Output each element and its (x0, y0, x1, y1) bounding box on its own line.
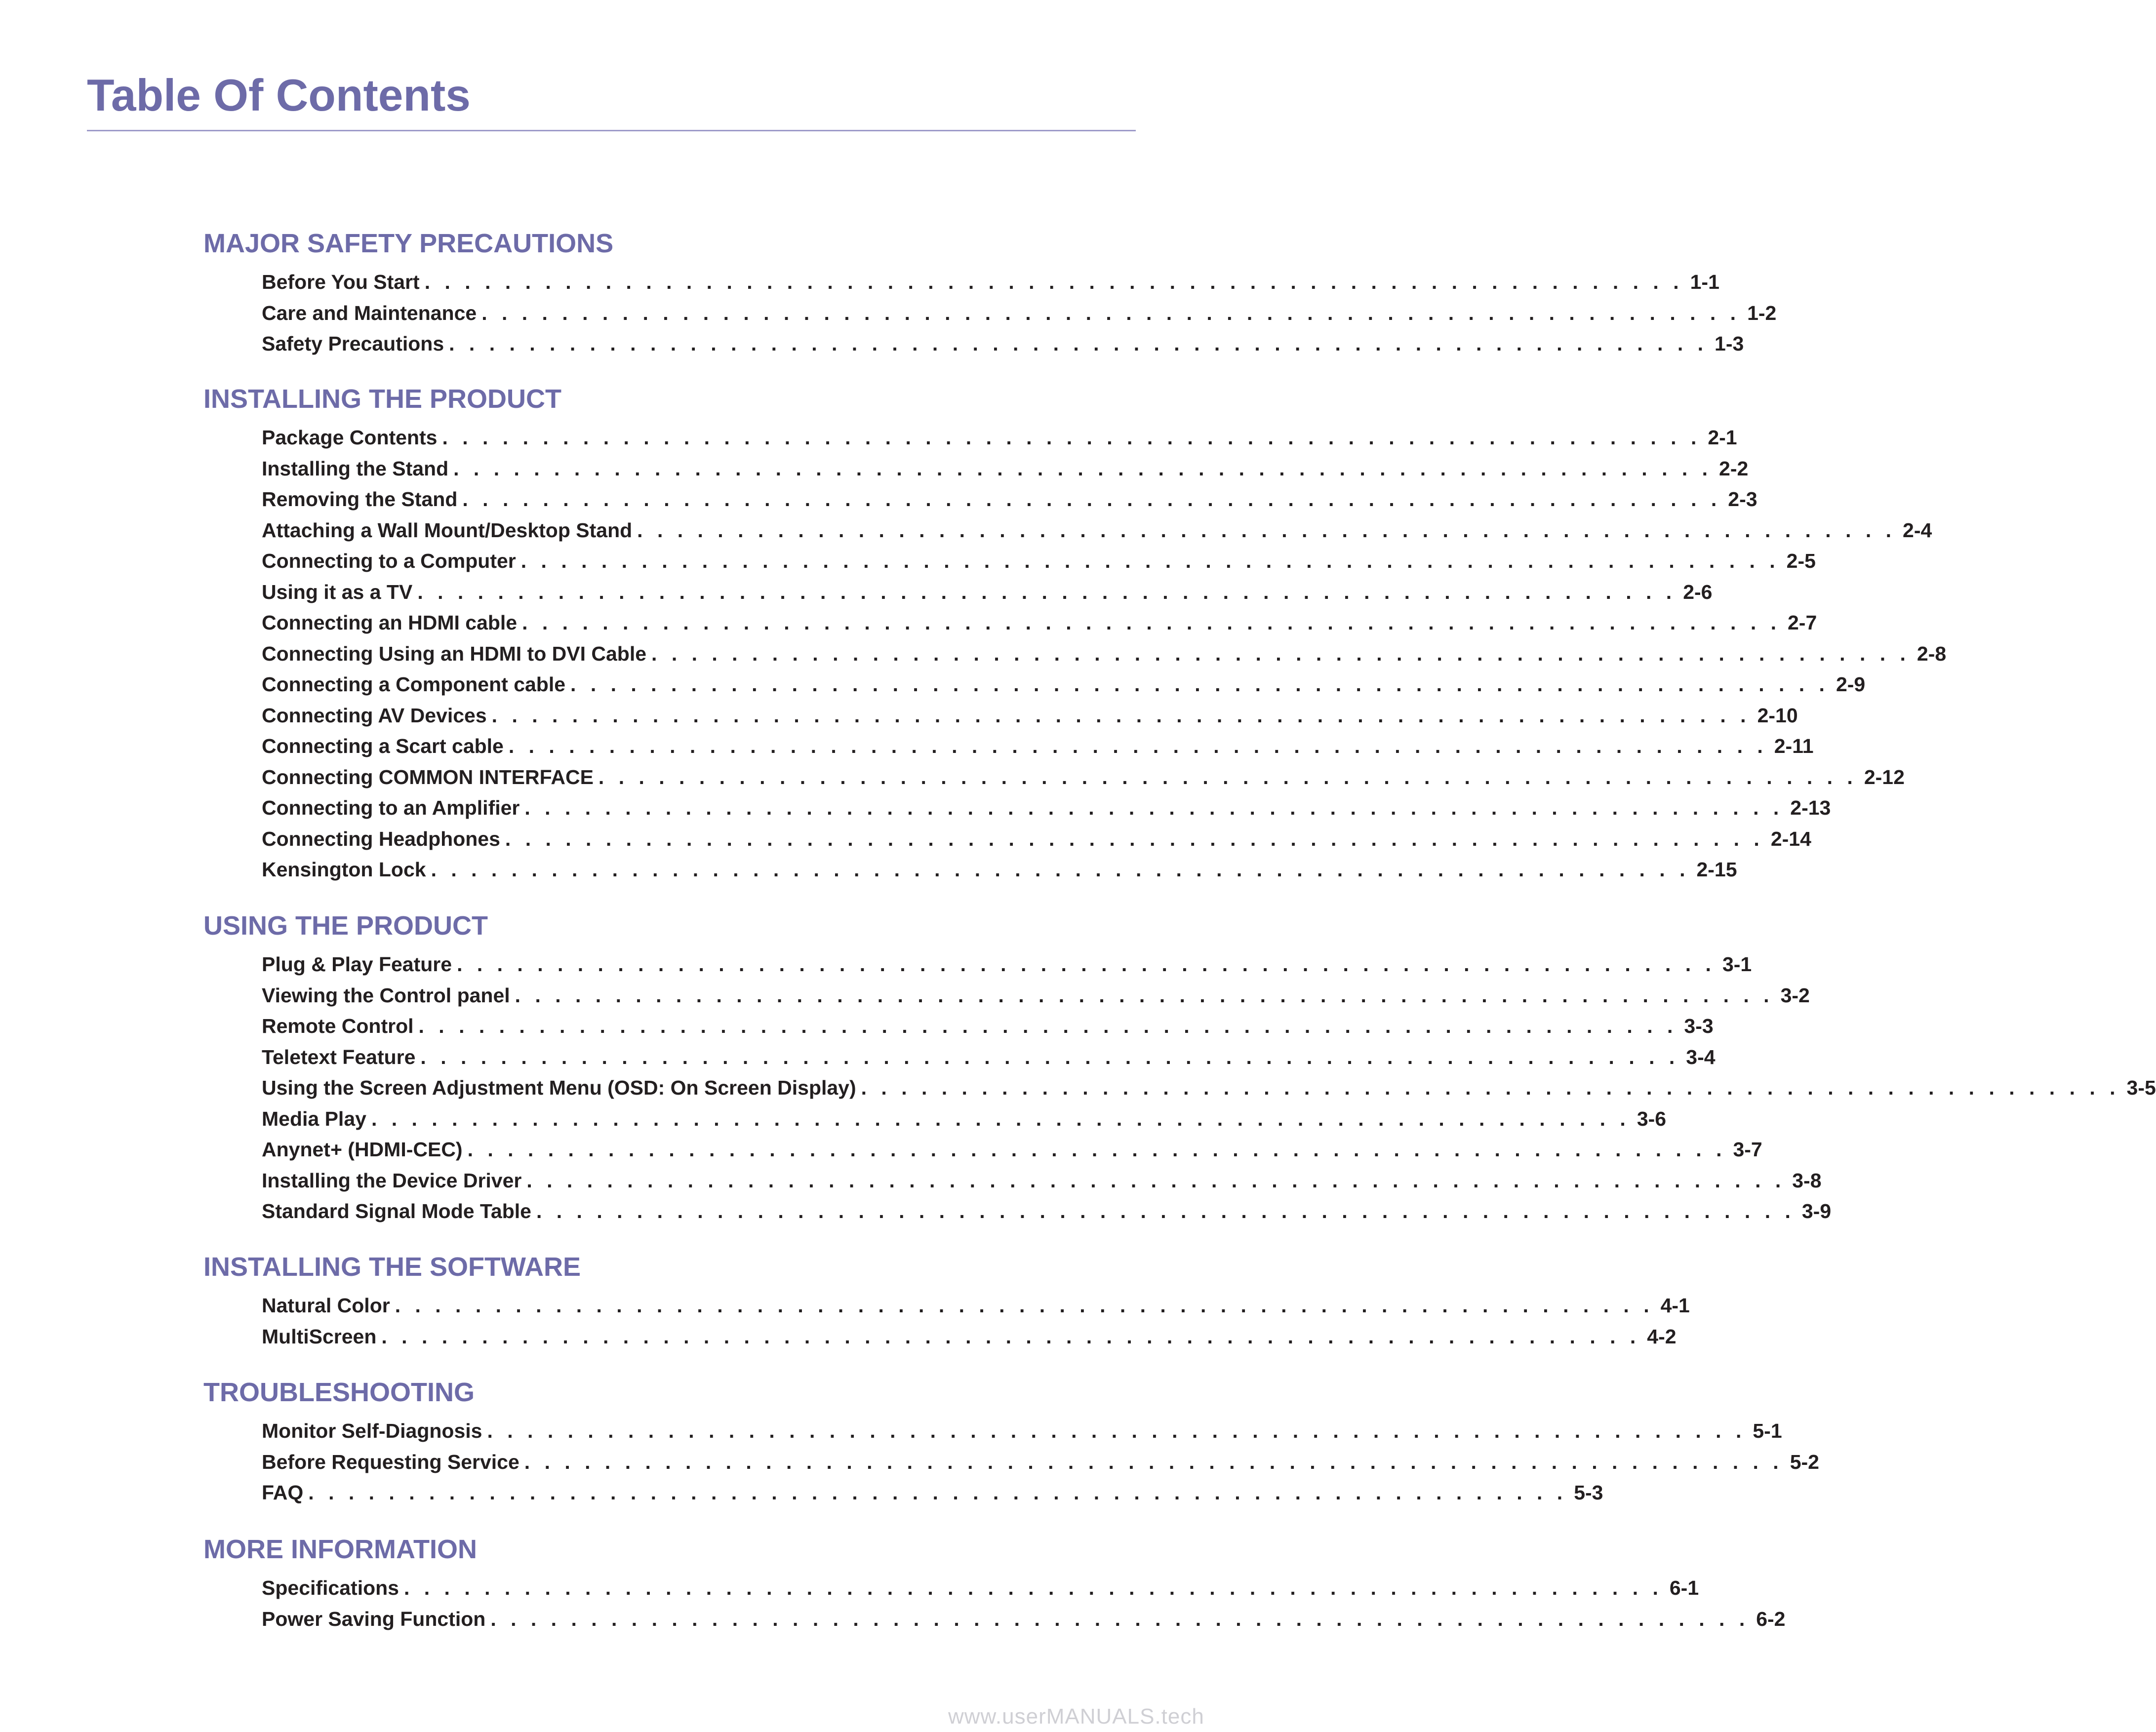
toc-entry[interactable] (262, 607, 1817, 638)
toc-entry-label: Specifications (262, 1576, 399, 1599)
dot-leader: . . . . . . . . . . . . . . . . . . . . . . . . . . . . . . . . . . . . . . . . . . . . . . . . . . . . . . . . . . . . . . . (526, 1169, 1786, 1192)
watermark: www.userMANUALS.tech (948, 1704, 1204, 1729)
toc-entry-page: 3-5 (2126, 1076, 2156, 1099)
dot-leader: . . . . . . . . . . . . . . . . . . . . . . . . . . . . . . . . . . . . . . . . . . . . . . . . . . . . . . . . . . . . . . . (381, 1325, 1640, 1348)
toc-entry-label: Using the Screen Adjustment Menu (OSD: On Screen Display) (262, 1076, 856, 1099)
dot-leader: . . . . . . . . . . . . . . . . . . . . . . . . . . . . . . . . . . . . . . . . . . . . . . . . . . . . . . . . . . . . . . . (508, 735, 1767, 757)
section-heading: MORE INFORMATION (203, 1535, 477, 1564)
toc-entry[interactable] (262, 267, 1719, 297)
dot-leader: . . . . . . . . . . . . . . . . . . . . . . . . . . . . . . . . . . . . . . . . . . . . . . . . . . . . . . . . . . . . . . . (457, 953, 1716, 976)
toc-entry-page: 2-8 (1916, 642, 1947, 665)
dot-leader: . . . . . . . . . . . . . . . . . . . . . . . . . . . . . . . . . . . . . . . . . . . . . . . . . . . . . . . . . . . . . . . (520, 550, 1780, 572)
toc-entry[interactable] (262, 731, 1814, 761)
toc-entry-page: 2-2 (1719, 457, 1749, 480)
toc-entry-page: 3-9 (1801, 1200, 1832, 1222)
toc-entry-label: Before Requesting Service (262, 1450, 519, 1473)
toc-entry-label: Safety Precautions (262, 332, 444, 355)
dot-leader: . . . . . . . . . . . . . . . . . . . . . . . . . . . . . . . . . . . . . . . . . . . . . . . . . . . . . . . . . . . . . . . (522, 611, 1781, 634)
dot-leader: . . . . . . . . . . . . . . . . . . . . . . . . . . . . . . . . . . . . . . . . . . . . . . . . . . . . . . . . . . . . . . . (308, 1481, 1567, 1504)
section-heading: TROUBLESHOOTING (203, 1378, 475, 1407)
toc-entry[interactable] (262, 1072, 2156, 1103)
dot-leader: . . . . . . . . . . . . . . . . . . . . . . . . . . . . . . . . . . . . . . . . . . . . . . . . . . . . . . . . . . . . . . . (651, 642, 1910, 665)
toc-entry[interactable] (262, 1477, 1603, 1508)
toc-entry-label: Teletext Feature (262, 1045, 416, 1068)
toc-entry-page: 1-3 (1715, 332, 1744, 355)
toc-entry-page: 2-15 (1696, 858, 1737, 881)
toc-entry[interactable] (262, 1011, 1714, 1041)
toc-entry-label: Monitor Self-Diagnosis (262, 1419, 482, 1442)
toc-entry-page: 2-14 (1770, 827, 1811, 850)
toc-entry-page: 2-6 (1683, 580, 1713, 603)
dot-leader: . . . . . . . . . . . . . . . . . . . . . . . . . . . . . . . . . . . . . . . . . . . . . . . . . . . . . . . . . . . . . . . (861, 1076, 2120, 1099)
toc-entry-page: 2-13 (1790, 796, 1831, 819)
toc-entry[interactable] (262, 1604, 1786, 1634)
dot-leader: . . . . . . . . . . . . . . . . . . . . . . . . . . . . . . . . . . . . . . . . . . . . . . . . . . . . . . . . . . . . . . . (395, 1294, 1654, 1317)
toc-entry[interactable] (262, 1573, 1699, 1603)
toc-entry-page: 4-2 (1647, 1325, 1677, 1348)
toc-entry-label: Connecting an HDMI cable (262, 611, 518, 634)
dot-leader: . . . . . . . . . . . . . . . . . . . . . . . . . . . . . . . . . . . . . . . . . . . . . . . . . . . . . . . . . . . . . . . (515, 984, 1774, 1007)
dot-leader: . . . . . . . . . . . . . . . . . . . . . . . . . . . . . . . . . . . . . . . . . . . . . . . . . . . . . . . . . . . . . . . (431, 858, 1690, 881)
toc-entry-label: Connecting Headphones (262, 827, 500, 850)
toc-entry-page: 2-4 (1903, 518, 1932, 542)
toc-entry[interactable] (262, 1042, 1716, 1072)
toc-entry[interactable] (262, 453, 1749, 484)
section-heading: INSTALLING THE PRODUCT (203, 384, 561, 414)
toc-entry-page: 1-1 (1690, 271, 1719, 293)
toc-entry-label: Before You Start (262, 271, 420, 293)
toc-entry-page: 3-1 (1722, 953, 1752, 976)
toc-entry-label: Connecting COMMON INTERFACE (262, 765, 594, 788)
toc-entry-page: 2-7 (1788, 611, 1817, 634)
toc-entry-page: 4-1 (1660, 1294, 1690, 1317)
toc-entry-label: Installing the Stand (262, 457, 449, 480)
toc-entry-label: FAQ (262, 1481, 304, 1504)
dot-leader: . . . . . . . . . . . . . . . . . . . . . . . . . . . . . . . . . . . . . . . . . . . . . . . . . . . . . . . . . . . . . . . (536, 1200, 1795, 1222)
toc-entry[interactable] (262, 515, 1932, 546)
toc-entry-page: 3-6 (1637, 1107, 1667, 1130)
dot-leader: . . . . . . . . . . . . . . . . . . . . . . . . . . . . . . . . . . . . . . . . . . . . . . . . . . . . . . . . . . . . . . . (481, 301, 1741, 324)
toc-entry[interactable] (262, 980, 1810, 1011)
toc-entry-label: Connecting a Scart cable (262, 735, 504, 757)
dot-leader: . . . . . . . . . . . . . . . . . . . . . . . . . . . . . . . . . . . . . . . . . . . . . . . . . . . . . . . . . . . . . . . (598, 765, 1857, 788)
section-heading: USING THE PRODUCT (203, 911, 488, 941)
toc-entry[interactable] (262, 484, 1757, 514)
section-heading: MAJOR SAFETY PRECAUTIONS (203, 229, 614, 258)
toc-entry-page: 2-3 (1728, 488, 1757, 511)
dot-leader: . . . . . . . . . . . . . . . . . . . . . . . . . . . . . . . . . . . . . . . . . . . . . . . . . . . . . . . . . . . . . . . (420, 1045, 1679, 1068)
dot-leader: . . . . . . . . . . . . . . . . . . . . . . . . . . . . . . . . . . . . . . . . . . . . . . . . . . . . . . . . . . . . . . . (637, 518, 1896, 542)
toc-entry-page: 2-11 (1774, 735, 1814, 757)
toc-entry-label: Removing the Stand (262, 488, 458, 511)
toc-entry[interactable] (262, 1196, 1832, 1226)
toc-entry-label: Using it as a TV (262, 580, 413, 603)
toc-entry-page: 5-1 (1753, 1419, 1782, 1442)
toc-entry-page: 5-2 (1790, 1450, 1819, 1473)
toc-entry[interactable] (262, 949, 1752, 980)
toc-entry-label: Connecting to a Computer (262, 550, 516, 572)
dot-leader: . . . . . . . . . . . . . . . . . . . . . . . . . . . . . . . . . . . . . . . . . . . . . . . . . . . . . . . . . . . . . . . (424, 271, 1683, 293)
dot-leader: . . . . . . . . . . . . . . . . . . . . . . . . . . . . . . . . . . . . . . . . . . . . . . . . . . . . . . . . . . . . . . . (570, 673, 1829, 696)
dot-leader: . . . . . . . . . . . . . . . . . . . . . . . . . . . . . . . . . . . . . . . . . . . . . . . . . . . . . . . . . . . . . . . (491, 704, 1751, 727)
toc-entry-label: Attaching a Wall Mount/Desktop Stand (262, 518, 633, 542)
dot-leader: . . . . . . . . . . . . . . . . . . . . . . . . . . . . . . . . . . . . . . . . . . . . . . . . . . . . . . . . . . . . . . . (490, 1607, 1750, 1630)
dot-leader: . . . . . . . . . . . . . . . . . . . . . . . . . . . . . . . . . . . . . . . . . . . . . . . . . . . . . . . . . . . . . . . (449, 332, 1708, 355)
toc-entry-label: Anynet+ (HDMI-CEC) (262, 1138, 463, 1161)
toc-entry[interactable] (262, 577, 1713, 607)
toc-entry-page: 2-9 (1836, 673, 1866, 696)
toc-entry-label: Connecting to an Amplifier (262, 796, 520, 819)
toc-entry-page: 3-8 (1792, 1169, 1822, 1192)
toc-entry[interactable] (262, 854, 1737, 885)
dot-leader: . . . . . . . . . . . . . . . . . . . . . . . . . . . . . . . . . . . . . . . . . . . . . . . . . . . . . . . . . . . . . . . (371, 1107, 1630, 1130)
toc-entry-page: 1-2 (1747, 301, 1777, 324)
dot-leader: . . . . . . . . . . . . . . . . . . . . . . . . . . . . . . . . . . . . . . . . . . . . . . . . . . . . . . . . . . . . . . . (505, 827, 1764, 850)
toc-entry[interactable] (262, 1290, 1690, 1321)
toc-entry-label: Viewing the Control panel (262, 984, 510, 1007)
toc-entry[interactable] (262, 792, 1831, 823)
toc-entry-page: 2-1 (1708, 426, 1737, 449)
toc-entry-page: 5-3 (1574, 1481, 1603, 1504)
toc-entry-page: 3-7 (1733, 1138, 1762, 1161)
toc-entry-page: 2-10 (1757, 704, 1798, 727)
toc-entry-label: Connecting Using an HDMI to DVI Cable (262, 642, 647, 665)
dot-leader: . . . . . . . . . . . . . . . . . . . . . . . . . . . . . . . . . . . . . . . . . . . . . . . . . . . . . . . . . . . . . . . (524, 1450, 1783, 1473)
dot-leader: . . . . . . . . . . . . . . . . . . . . . . . . . . . . . . . . . . . . . . . . . . . . . . . . . . . . . . . . . . . . . . . (524, 796, 1784, 819)
dot-leader: . . . . . . . . . . . . . . . . . . . . . . . . . . . . . . . . . . . . . . . . . . . . . . . . . . . . . . . . . . . . . . . (418, 1015, 1677, 1037)
toc-entry[interactable] (262, 669, 1866, 700)
toc-entry[interactable] (262, 762, 1905, 792)
page-title: Table Of Contents (87, 71, 471, 120)
toc-entry[interactable] (262, 1416, 1782, 1446)
toc-entry[interactable] (262, 1103, 1667, 1134)
toc-entry-label: Kensington Lock (262, 858, 426, 881)
toc-entry-label: Connecting a Component cable (262, 673, 566, 696)
toc-entry-label: Plug & Play Feature (262, 953, 452, 976)
dot-leader: . . . . . . . . . . . . . . . . . . . . . . . . . . . . . . . . . . . . . . . . . . . . . . . . . . . . . . . . . . . . . . . (442, 426, 1701, 449)
dot-leader: . . . . . . . . . . . . . . . . . . . . . . . . . . . . . . . . . . . . . . . . . . . . . . . . . . . . . . . . . . . . . . . (417, 580, 1677, 603)
section-heading: INSTALLING THE SOFTWARE (203, 1252, 581, 1282)
toc-entry-page: 6-2 (1756, 1607, 1786, 1630)
toc-entry-label: Natural Color (262, 1294, 390, 1317)
toc-entry[interactable] (262, 328, 1744, 359)
dot-leader: . . . . . . . . . . . . . . . . . . . . . . . . . . . . . . . . . . . . . . . . . . . . . . . . . . . . . . . . . . . . . . . (462, 488, 1721, 511)
toc-entry[interactable] (262, 422, 1737, 453)
toc-entry[interactable] (262, 1321, 1677, 1352)
toc-entry-label: Power Saving Function (262, 1607, 486, 1630)
dot-leader: . . . . . . . . . . . . . . . . . . . . . . . . . . . . . . . . . . . . . . . . . . . . . . . . . . . . . . . . . . . . . . . (487, 1419, 1746, 1442)
toc-entry-page: 2-5 (1786, 550, 1816, 572)
toc-entry-page: 2-12 (1864, 765, 1905, 788)
toc-entry[interactable] (262, 638, 1947, 669)
toc-entry-label: Installing the Device Driver (262, 1169, 522, 1192)
toc-entry[interactable] (262, 298, 1777, 328)
toc-entry[interactable] (262, 1165, 1822, 1196)
toc-entry[interactable] (262, 1447, 1819, 1477)
toc-entry-page: 6-1 (1669, 1576, 1699, 1599)
toc-entry-page: 3-2 (1780, 984, 1810, 1007)
toc-entry-label: Remote Control (262, 1015, 414, 1037)
toc-entry[interactable] (262, 824, 1811, 854)
toc-entry-label: Package Contents (262, 426, 438, 449)
toc-entry[interactable] (262, 546, 1816, 576)
toc-entry-label: Care and Maintenance (262, 301, 477, 324)
toc-entry-label: MultiScreen (262, 1325, 377, 1348)
toc-entry-page: 3-4 (1686, 1045, 1716, 1068)
toc-entry[interactable] (262, 1134, 1762, 1165)
dot-leader: . . . . . . . . . . . . . . . . . . . . . . . . . . . . . . . . . . . . . . . . . . . . . . . . . . . . . . . . . . . . . . . (453, 457, 1713, 480)
dot-leader: . . . . . . . . . . . . . . . . . . . . . . . . . . . . . . . . . . . . . . . . . . . . . . . . . . . . . . . . . . . . . . . (467, 1138, 1726, 1161)
toc-entry-label: Standard Signal Mode Table (262, 1200, 531, 1222)
toc-entry[interactable] (262, 700, 1798, 731)
toc-entry-page: 3-3 (1684, 1015, 1714, 1037)
toc-entry-label: Media Play (262, 1107, 366, 1130)
toc-entry-label: Connecting AV Devices (262, 704, 487, 727)
dot-leader: . . . . . . . . . . . . . . . . . . . . . . . . . . . . . . . . . . . . . . . . . . . . . . . . . . . . . . . . . . . . . . . (403, 1576, 1663, 1599)
